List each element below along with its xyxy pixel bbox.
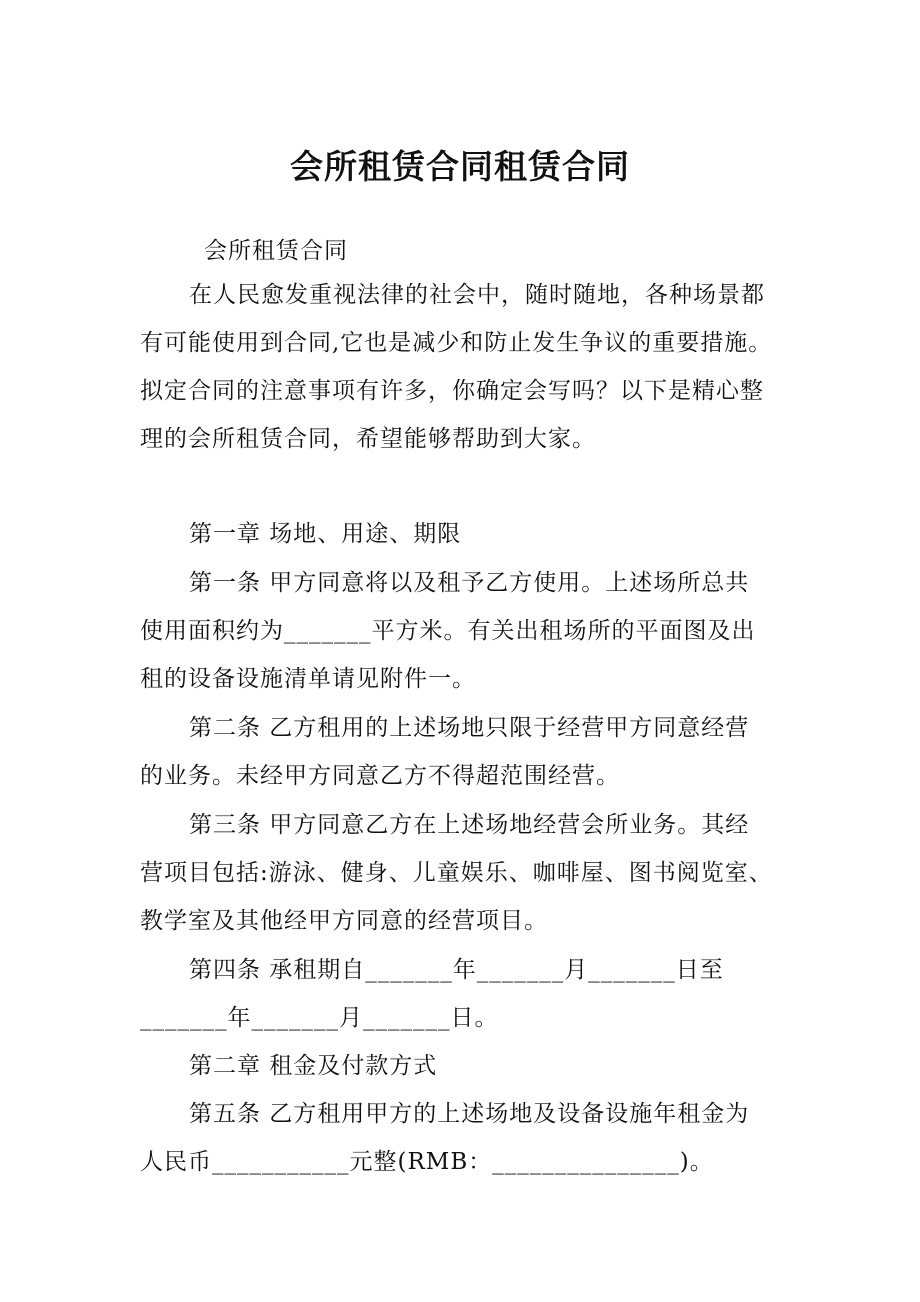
article-1-line: 使用面积约为_______平方米。有关出租场所的平面图及出 <box>140 618 756 644</box>
article-5 <box>140 1090 780 1186</box>
article-4-line: _______年_______月_______日。 <box>140 1005 499 1031</box>
intro-line: 理的会所租赁合同，希望能够帮助到大家。 <box>140 426 596 452</box>
article-1 <box>140 559 780 703</box>
chapter-2-text: 第二章 租金及付款方式 <box>189 1053 438 1079</box>
chapter-1-text: 第一章 场地、用途、期限 <box>189 521 462 547</box>
intro-line: 有可能使用到合同,它也是减少和防止发生争议的重要措施。 <box>140 330 773 356</box>
subtitle-text: 会所租赁合同 <box>204 238 348 264</box>
document-subtitle <box>140 227 780 275</box>
article-2-line: 的业务。未经甲方同意乙方不得超范围经营。 <box>140 763 620 789</box>
article-2-line: 第二条 乙方租用的上述场地只限于经营甲方同意经营 <box>189 715 750 741</box>
intro-paragraph <box>140 271 780 463</box>
article-5-line: 人民币___________元整(RMB：_______________)。 <box>140 1149 714 1175</box>
article-2 <box>140 704 780 800</box>
article-4-line: 第四条 承租期自_______年_______月_______日至 <box>189 957 724 983</box>
chapter-1-heading <box>140 510 780 558</box>
article-1-line: 租的设备设施清单请见附件一。 <box>140 666 476 692</box>
intro-line: 拟定合同的注意事项有许多，你确定会写吗？以下是精心整 <box>140 378 764 404</box>
article-4 <box>140 946 780 1042</box>
intro-line: 在人民愈发重视法律的社会中，随时随地，各种场景都 <box>189 282 765 308</box>
article-3-line: 营项目包括:游泳、健身、儿童娱乐、咖啡屋、图书阅览室、 <box>140 860 773 886</box>
article-3-line: 第三条 甲方同意乙方在上述场地经营会所业务。其经 <box>189 812 750 838</box>
article-3-line: 教学室及其他经甲方同意的经营项目。 <box>140 908 548 934</box>
article-1-line: 第一条 甲方同意将以及租予乙方使用。上述场所总共 <box>189 570 750 596</box>
article-3 <box>140 801 780 945</box>
document-title: 会所租赁合同租赁合同 <box>290 147 630 186</box>
chapter-2-heading <box>140 1042 780 1090</box>
article-5-line: 第五条 乙方租用甲方的上述场地及设备设施年租金为 <box>189 1101 750 1127</box>
